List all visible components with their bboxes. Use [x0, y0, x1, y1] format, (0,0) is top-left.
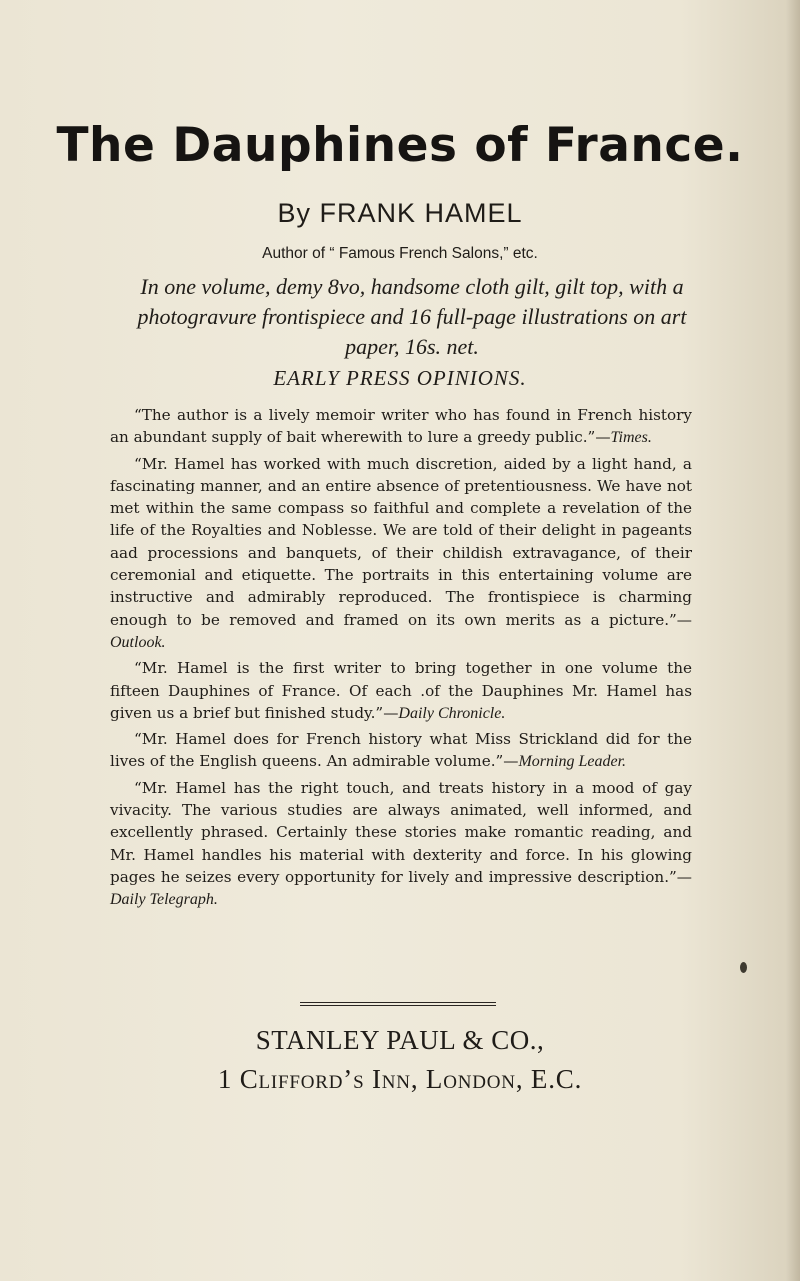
- opinion-morning-leader: [110, 728, 692, 774]
- author-byline: [0, 198, 800, 229]
- opinion-times: [110, 404, 692, 450]
- double-rule-divider: [300, 1002, 496, 1006]
- opinion-source: Daily Chronicle.: [398, 704, 506, 722]
- opinion-source: Outlook.: [110, 633, 166, 651]
- publisher-name: STANLEY PAUL & CO.,: [255, 1025, 545, 1055]
- author-name: FRANK HAMEL: [319, 198, 523, 228]
- opinion-quote: “Mr. Hamel is the first writer to bring together in one volume the fifteen Dauphines of France. Of each .of the Dauphines Mr. Hamel has given us a brief but finished study.”—: [110, 659, 692, 722]
- opinion-quote: “Mr. Hamel has the right touch, and treats history in a mood of gay vivacity. The various studies are always animated, well informed, and excellently phrased. Certainly these stories make romantic reading, and Mr. Hamel handles his material with dexterity and force. In his glowing pages he seizes every opportunity for lively and impressive description.”—: [110, 778, 692, 886]
- press-opinions: [110, 404, 692, 915]
- opinion-source: Morning Leader.: [518, 753, 627, 771]
- opinion-quote: “Mr. Hamel has worked with much discretion, aided by a light hand, a fascinating manner, and an entire absence of pretentiousness. We have not met within the same compass so faithful and complete a revelation of the life of the Royalties and Noblesse. We are told of their delight in pageants aad processions and banquets, of their childish extravagance, of their ceremonial and etiquette. The portraits in this entertaining volume are instructive and admirably reproduced. The frontispiece is charming enough to be removed and framed on its own merits as a picture.”—: [110, 454, 692, 629]
- book-title: The Dauphines of France.: [56, 118, 744, 173]
- book-description: In one volume, demy 8vo, handsome cloth gilt, gilt top, with a photogravure frontispiece and 16 full-page illustrations on art paper, 16s. net.: [137, 274, 687, 359]
- ink-speck: [740, 962, 747, 973]
- author-previous-work: Author of “ Famous French Salons,” etc.: [262, 245, 538, 262]
- opinion-quote: “Mr. Hamel does for French history what Miss Strickland did for the lives of the English queens. An admirable volume.”—: [110, 730, 692, 771]
- opinion-source: Times.: [610, 429, 652, 447]
- publisher-address: 1 Clifford’s Inn, London, E.C.: [217, 1064, 583, 1094]
- press-opinions-heading: EARLY PRESS OPINIONS.: [273, 366, 527, 390]
- opinion-daily-telegraph: [110, 777, 692, 912]
- opinion-daily-chronicle: [110, 657, 692, 725]
- byline-by: By: [277, 198, 311, 228]
- opinion-quote: “The author is a lively memoir writer who has found in French history an abundant supply of bait wherewith to lure a greedy public.”—: [110, 406, 692, 447]
- opinion-source: Daily Telegraph.: [110, 891, 218, 909]
- opinion-outlook: [110, 453, 692, 655]
